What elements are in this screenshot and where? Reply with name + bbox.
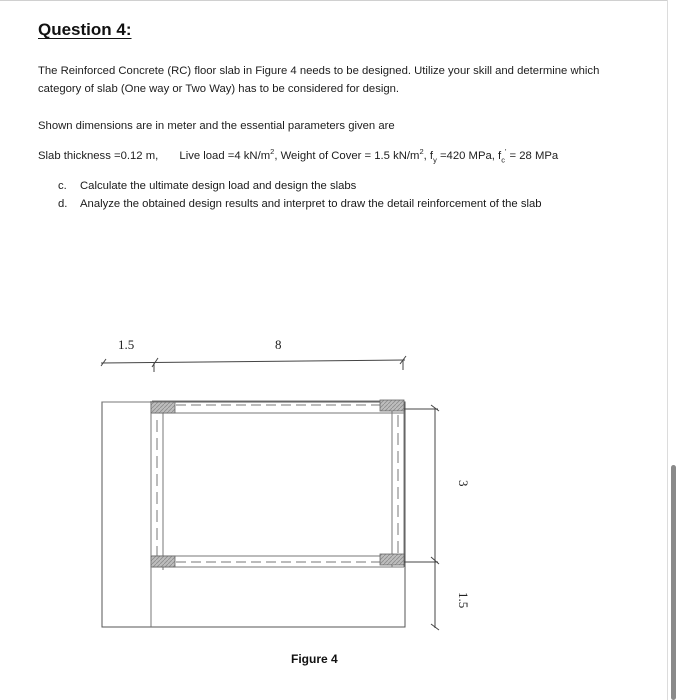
question-title: Question 4: [38,20,132,39]
slab-thickness: Slab thickness =0.12 m, [38,150,159,162]
column-top-right [380,400,404,411]
top-dimension-line [101,356,406,372]
intro-paragraph: The Reinforced Concrete (RC) floor slab in Figure 4 needs to be designed. Utilize your skill and determine which category of slab (One way or Two Way) has to be considered for design. [38,65,600,95]
figure-caption: Figure 4 [291,652,338,666]
column-bottom-right [380,554,404,565]
live-load: Live load =4 $kN/m^2$, [179,147,278,162]
cover-weight: Weight of Cover = 1.5 $kN/m^2$, [280,147,427,162]
dim-top-main: 8 [275,337,282,352]
dim-top-left: 1.5 [118,337,135,352]
column-bottom-left [151,556,175,567]
task-text: Calculate the ultimate design load and design the slabs [80,180,357,192]
column-top-left [151,402,175,413]
dimensions-note: Shown dimensions are in meter and the essential parameters given are [38,120,395,132]
dim-right-lower: 1.5 [456,592,471,609]
slab-outline [102,402,405,627]
dim-right-main: 3 [456,480,471,487]
task-text: Analyze the obtained design results and interpret to draw the detail reinforcement of the slab [80,198,542,210]
list-marker: d. [58,198,68,210]
right-dimension-line [404,405,439,630]
beams [102,401,404,627]
columns [151,400,404,567]
concrete-strength: $f_c' = 28$ MPa [498,147,559,165]
list-marker: c. [58,180,67,192]
steel-yield-strength: $f_y =420$ MPa, [429,150,495,165]
